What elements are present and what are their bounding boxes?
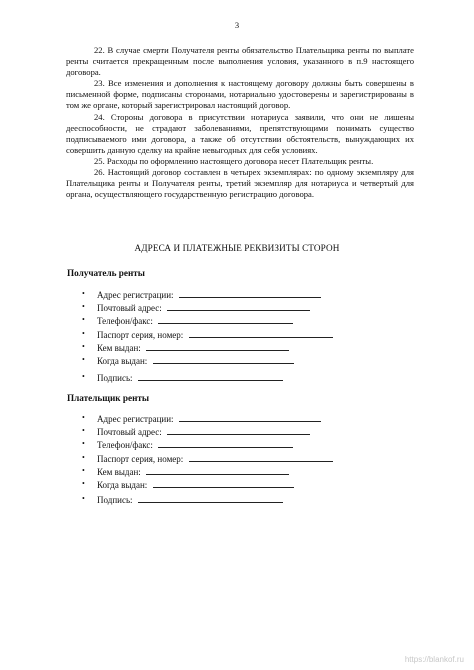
- field-label: Подпись:: [97, 495, 133, 505]
- field-label: Почтовый адрес:: [97, 303, 162, 314]
- page-number: 3: [234, 20, 240, 30]
- phone-fax-line[interactable]: [158, 314, 293, 324]
- bullet: •: [82, 465, 85, 475]
- payer-phone-fax: [82, 438, 333, 451]
- phone-fax-line[interactable]: [158, 438, 293, 448]
- recipient-fields: [82, 288, 333, 367]
- field-label: Телефон/факс:: [97, 316, 153, 327]
- bullet: •: [82, 413, 85, 422]
- field-label: Телефон/факс:: [97, 440, 153, 451]
- clause-26: 26. Настоящий договор составлен в четырех экземплярах: по одному экземпляру для Плательщика ренты и Получателя ренты, третий экземпляр для нотариуса и четвертый для органа, осуществляющего государственную регистрацию договора.: [66, 167, 414, 200]
- field-label: Паспорт серия, номер:: [97, 329, 184, 340]
- payer-issue-date: [82, 478, 333, 491]
- bullet: •: [82, 315, 85, 325]
- field-label: Почтовый адрес:: [97, 427, 162, 438]
- field-label: Паспорт серия, номер:: [97, 453, 184, 464]
- recipient-signature-row: [82, 371, 283, 384]
- field-label: Подпись:: [97, 373, 133, 383]
- clause-23: 23. Все изменения и дополнения к настоящему договору должны быть совершены в письменной форме, подписаны сторонами, нотариально удостоверены и зарегистрированы в том же органе, который зарегистрировал настоящий договор.: [66, 78, 414, 111]
- bullet: •: [82, 479, 85, 489]
- bullet: •: [82, 372, 85, 381]
- recipient-passport: [82, 328, 333, 341]
- bullet: •: [82, 302, 85, 312]
- bullet: •: [82, 494, 85, 503]
- field-label: Кем выдан:: [97, 342, 141, 353]
- bullet: •: [82, 289, 85, 298]
- site-watermark: https://blankof.ru: [404, 655, 464, 664]
- signature-line[interactable]: [138, 493, 283, 503]
- bullet: •: [82, 328, 85, 338]
- payer-passport: [82, 452, 333, 465]
- clause-22: 22. В случае смерти Получателя ренты обязательство Плательщика ренты по выплате ренты считается прекращенным после выполнения условия, указанного в п.9 настоящего договора.: [66, 45, 414, 78]
- bullet: •: [82, 426, 85, 436]
- registration-address-line[interactable]: [179, 412, 321, 422]
- bullet: •: [82, 439, 85, 449]
- recipient-issued-by: [82, 341, 333, 354]
- contract-clauses: [66, 45, 414, 200]
- payer-fields: [82, 412, 333, 491]
- recipient-signature: [82, 371, 283, 384]
- postal-address-line[interactable]: [167, 425, 310, 435]
- field-label: Адрес регистрации:: [97, 290, 174, 300]
- payer-signature-row: [82, 493, 283, 506]
- issue-date-line[interactable]: [153, 478, 294, 488]
- bullet: •: [82, 452, 85, 462]
- field-label: Адрес регистрации:: [97, 414, 174, 424]
- clause-24: 24. Стороны договора в присутствии нотариуса заявили, что они не лишены дееспособности, не страдают заболеваниями, препятствующими понимать существо подписываемого ими договора, а также об отсутствии обстоятельств, вынуждающих их совершить данную сделку на крайне невыгодных для себя условиях.: [66, 111, 414, 155]
- passport-line[interactable]: [189, 328, 333, 338]
- recipient-postal-address: [82, 301, 333, 314]
- field-label: Когда выдан:: [97, 356, 148, 367]
- section-title: АДРЕСА И ПЛАТЕЖНЫЕ РЕКВИЗИТЫ СТОРОН: [134, 243, 340, 253]
- recipient-heading: Получатель ренты: [67, 268, 145, 278]
- issued-by-line[interactable]: [146, 341, 289, 351]
- field-label: Кем выдан:: [97, 466, 141, 477]
- payer-issued-by: [82, 465, 333, 478]
- field-label: Когда выдан:: [97, 480, 148, 491]
- registration-address-line[interactable]: [179, 288, 321, 298]
- payer-postal-address: [82, 425, 333, 438]
- recipient-issue-date: [82, 354, 333, 367]
- postal-address-line[interactable]: [167, 301, 310, 311]
- payer-registration-address: [82, 412, 333, 425]
- passport-line[interactable]: [189, 452, 333, 462]
- recipient-registration-address: [82, 288, 333, 301]
- issue-date-line[interactable]: [153, 354, 294, 364]
- recipient-phone-fax: [82, 314, 333, 327]
- payer-heading: Плательщик ренты: [67, 393, 150, 403]
- bullet: •: [82, 341, 85, 351]
- issued-by-line[interactable]: [146, 465, 289, 475]
- payer-signature: [82, 493, 283, 506]
- bullet: •: [82, 355, 85, 365]
- signature-line[interactable]: [138, 371, 283, 381]
- clause-25: 25. Расходы по оформлению настоящего договора несет Плательщик ренты.: [94, 155, 374, 166]
